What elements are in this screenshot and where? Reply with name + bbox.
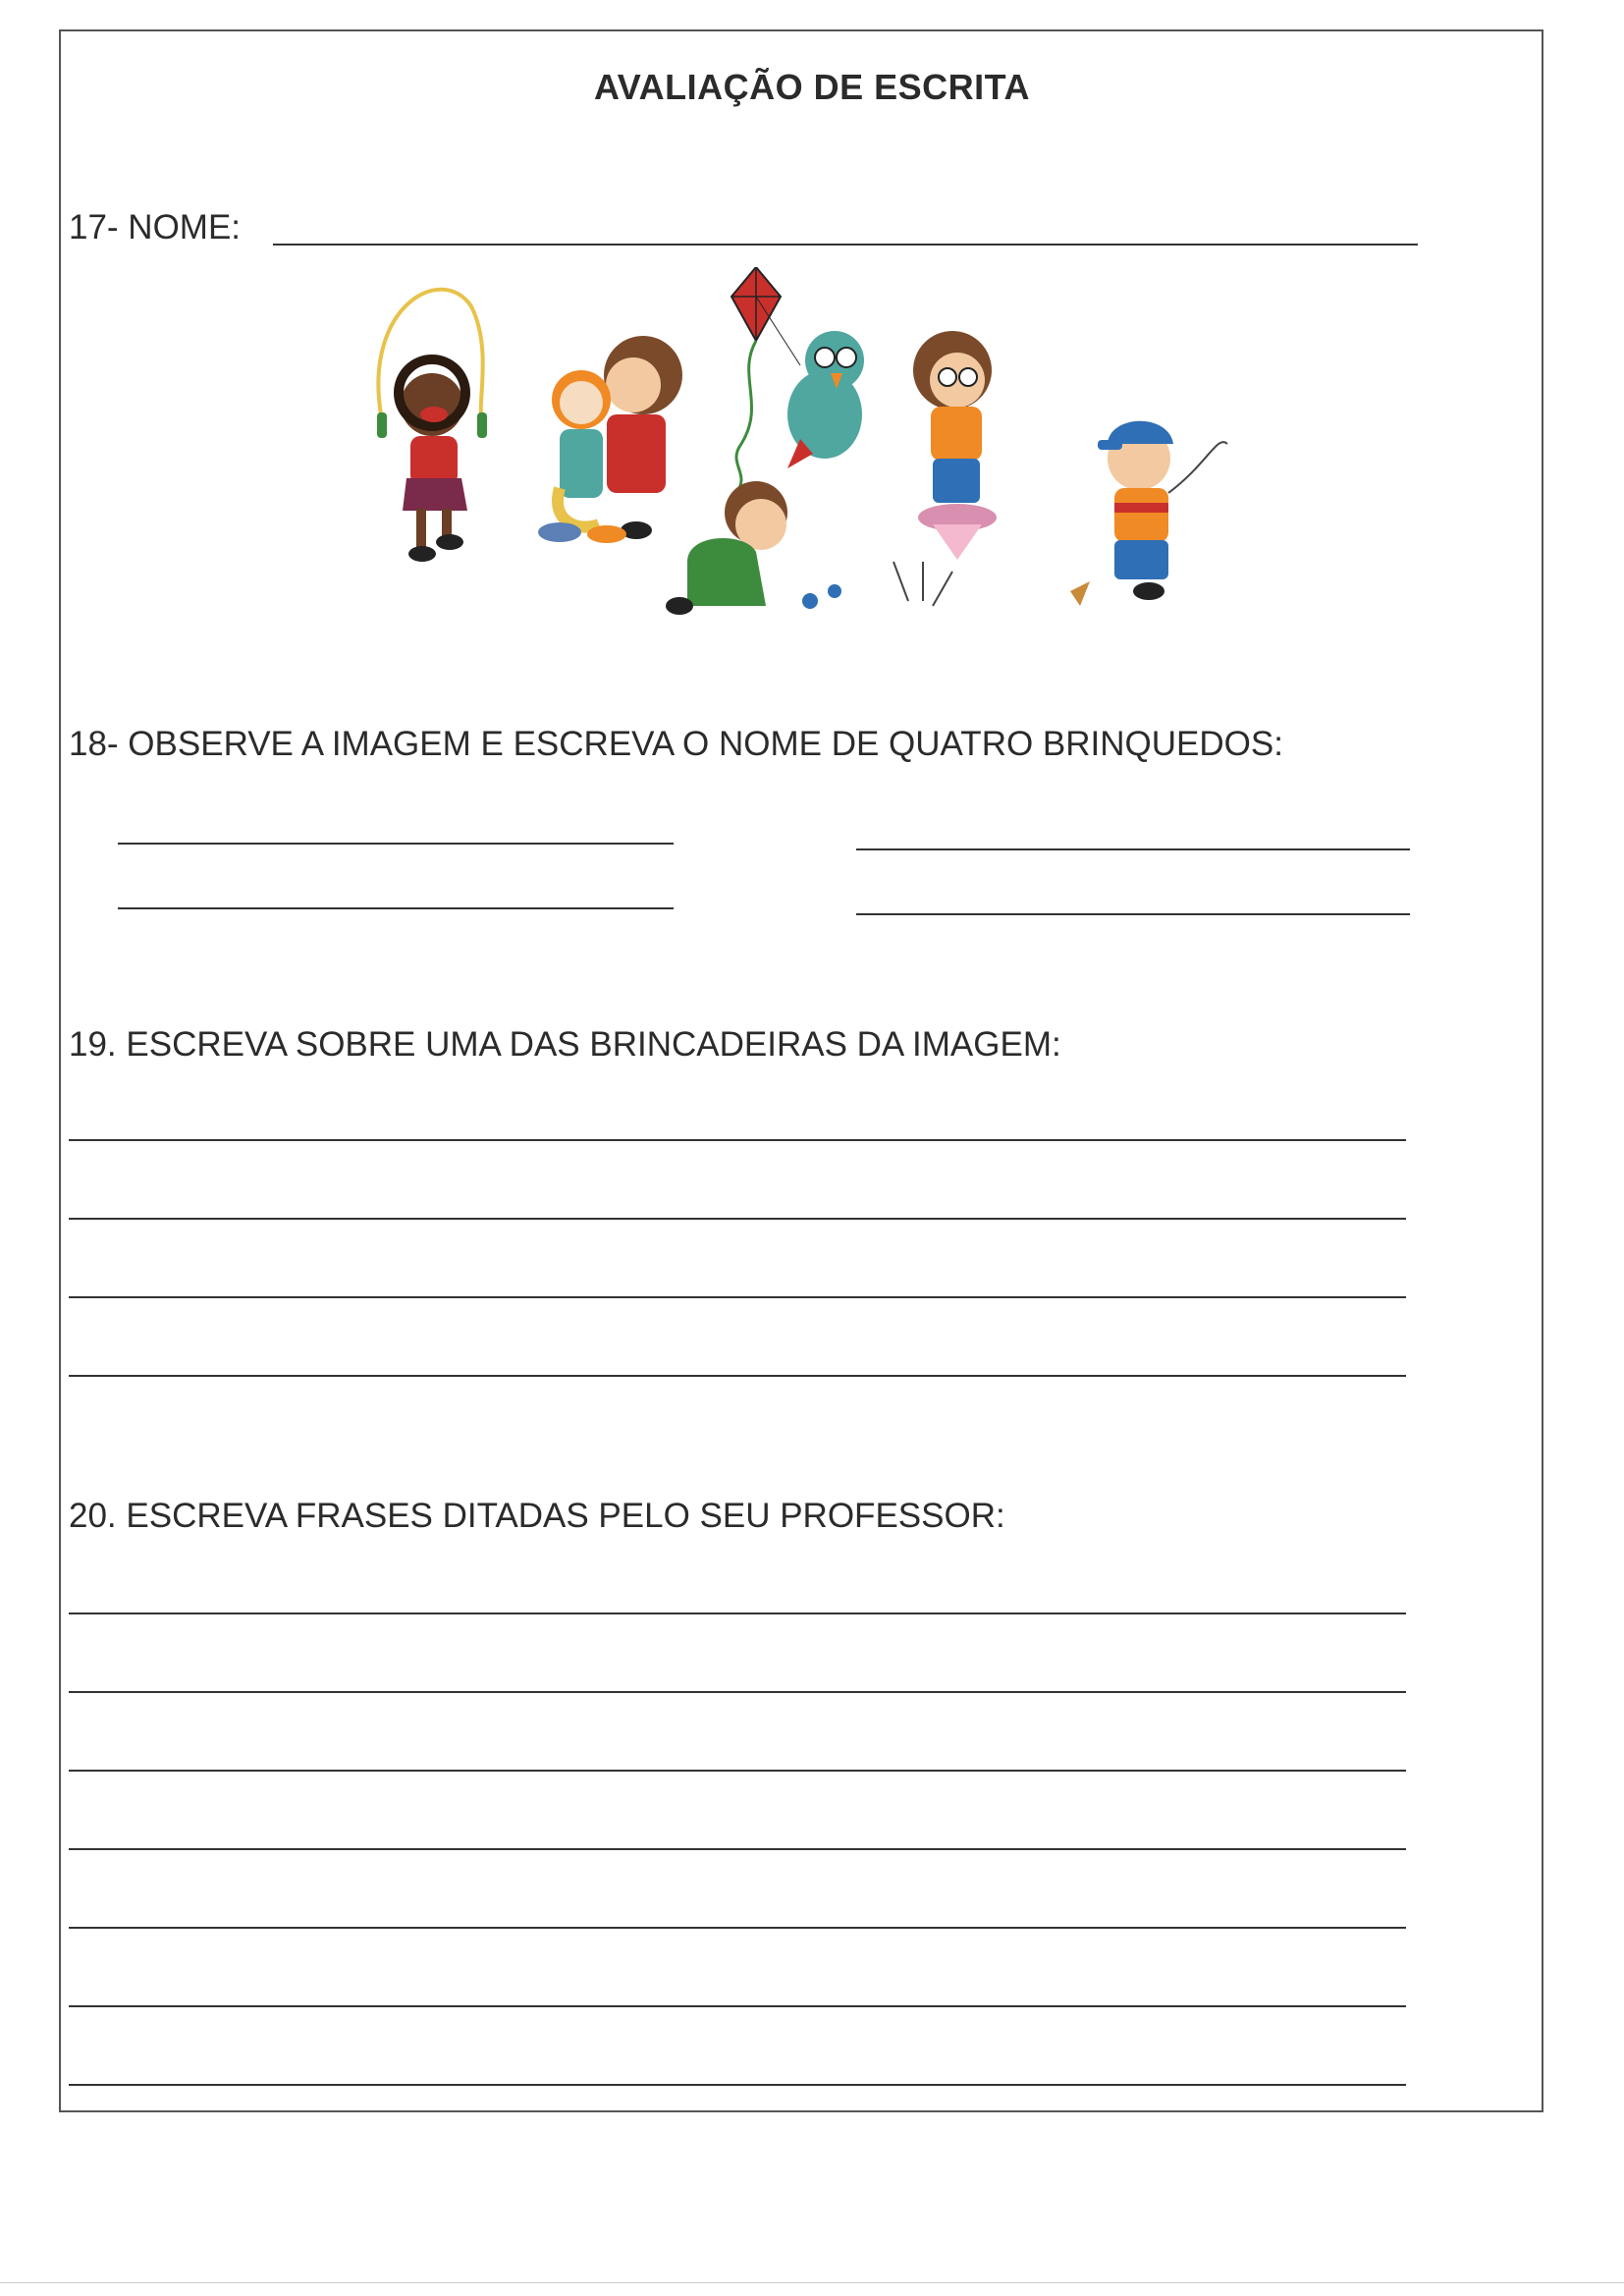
toy-answer-line-1[interactable] bbox=[118, 843, 674, 845]
writing-line[interactable] bbox=[69, 1218, 1406, 1220]
toy-answer-line-3[interactable] bbox=[118, 907, 674, 909]
name-answer-line[interactable] bbox=[273, 244, 1418, 246]
writing-line[interactable] bbox=[69, 1375, 1406, 1377]
dictation-line[interactable] bbox=[69, 1613, 1406, 1614]
dictation-line[interactable] bbox=[69, 1927, 1406, 1929]
writing-line[interactable] bbox=[69, 1296, 1406, 1298]
dictation-line[interactable] bbox=[69, 2005, 1406, 2007]
dictation-line[interactable] bbox=[69, 1691, 1406, 1693]
toy-answer-line-4[interactable] bbox=[856, 913, 1410, 915]
children-playing-illustration bbox=[363, 267, 1276, 665]
parrot-icon bbox=[787, 331, 864, 468]
boy-with-cap-icon bbox=[1070, 421, 1227, 606]
question-17-label: 17- NOME: bbox=[69, 208, 242, 246]
kite-icon bbox=[731, 267, 800, 493]
girl-jumping-rope-icon bbox=[377, 290, 487, 562]
dictation-line[interactable] bbox=[69, 2084, 1406, 2086]
dictation-line[interactable] bbox=[69, 1848, 1406, 1850]
toy-answer-line-2[interactable] bbox=[856, 848, 1410, 850]
page-title: AVALIAÇÃO DE ESCRITA bbox=[593, 67, 1030, 107]
dictation-line[interactable] bbox=[69, 1770, 1406, 1772]
writing-line[interactable] bbox=[69, 1139, 1406, 1141]
question-18-label: 18- OBSERVE A IMAGEM E ESCREVA O NOME DE QUATRO BRINQUEDOS: bbox=[69, 725, 1283, 763]
girl-on-spinning-top-icon bbox=[893, 331, 997, 606]
question-19-label: 19. ESCREVA SOBRE UMA DAS BRINCADEIRAS DA IMAGEM: bbox=[69, 1025, 1061, 1064]
boy-with-marbles-icon bbox=[666, 481, 841, 615]
question-20-label: 20. ESCREVA FRASES DITADAS PELO SEU PROFESSOR: bbox=[69, 1497, 1005, 1535]
page-edge-rule bbox=[0, 2282, 1624, 2283]
girl-with-doll-icon bbox=[538, 336, 682, 543]
